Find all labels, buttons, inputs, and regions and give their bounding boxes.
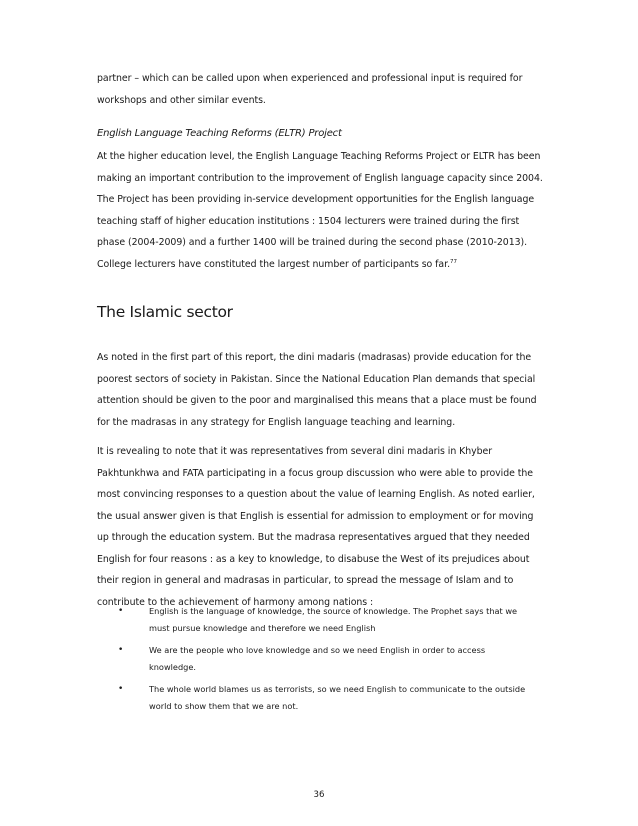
bullet-icon: • [118,645,124,655]
eltr-paragraph [97,146,545,275]
madrasa-paragraph: As noted in the first part of this report, the dini madaris (madrasas) provide education for the poorest sectors of society in Pakistan. Since the National Education Plan demands that special attention should be given to the poor and marginalised this means that a place must be found for the madrasas in any strategy for English language teaching and learning. [97,352,537,428]
footnote-ref[interactable]: 77 [450,258,457,265]
eltr-paragraph-text: At the higher education level, the English Language Teaching Reforms Project or ELTR has been making an important contribution to the improvement of English language capacity since 2004. The Project has been providing in-service development opportunities for the English language teaching staff of higher education institutions : 1504 lecturers were trained during the first phase (2004-2009) and a further 1400 will be trained during the second phase (2010-2013). College lecturers have constituted the largest number of participants so far. [97,151,543,270]
eltr-heading: English Language Teaching Reforms (ELTR) Project [97,128,342,139]
list-item: • English is the language of knowledge, the source of knowledge. The Prophet says that we must pursue knowledge and therefore we need English [118,603,528,636]
intro-paragraph: partner – which can be called upon when experienced and professional input is required for workshops and other similar events. [97,73,523,106]
focus-group-paragraph: It is revealing to note that it was representatives from several dini madaris in Khyber Pakhtunkhwa and FATA participating in a focus group discussion who were able to provide the most convincing responses to a question about the value of learning English. As noted earlier, the usual answer given is that English is essential for admission to employment or for moving up through the education system. But the madrasa representatives argued that they needed English for four reasons : as a key to knowledge, to disabuse the West of its prejudices about their region in general and madrasas in particular, to spread the message of Islam and to contribute to the achievement of harmony among nations : [97,446,535,608]
reasons-list [118,603,528,720]
bullet-icon: • [118,684,124,694]
page-number: 36 [313,790,325,800]
bullet-icon: • [118,606,124,616]
list-item: • The whole world blames us as terrorists, so we need English to communicate to the outside world to show them that we are not. [118,681,528,714]
section-title: The Islamic sector [97,303,233,321]
list-item: • We are the people who love knowledge and so we need English in order to access knowledge. [118,642,528,675]
